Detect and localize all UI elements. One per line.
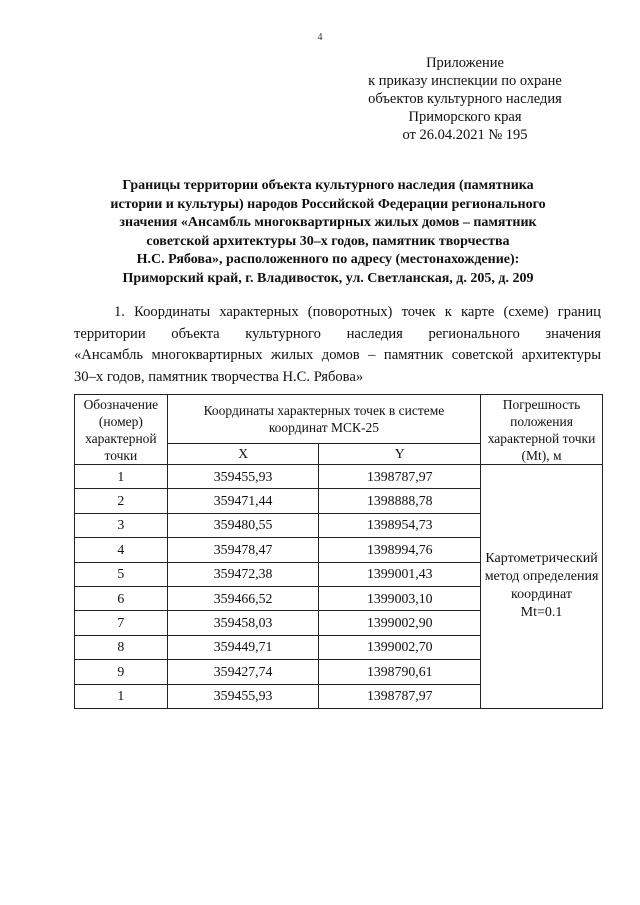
method-text: координат bbox=[511, 587, 573, 603]
header-text: положения bbox=[510, 413, 573, 429]
appendix-line: объектов культурного наследия bbox=[368, 91, 562, 107]
paragraph-line: 30–х годов, памятник творчества Н.С. Рябова» bbox=[74, 368, 364, 385]
coord-x: 359471,44 bbox=[167, 489, 319, 513]
method-text: Mt=0.1 bbox=[520, 605, 563, 621]
document-title bbox=[88, 177, 568, 289]
title-line: Н.С. Рябова», расположенного по адресу (местонахождение): bbox=[136, 252, 520, 268]
point-number: 9 bbox=[75, 660, 168, 684]
header-text: (Mt), м bbox=[521, 447, 562, 463]
appendix-line: Приложение bbox=[426, 55, 504, 71]
appendix-line: к приказу инспекции по охране bbox=[368, 73, 562, 89]
point-number: 5 bbox=[75, 562, 168, 586]
header-text: характерной точки bbox=[487, 430, 596, 446]
coord-x: 359458,03 bbox=[167, 611, 319, 635]
intro-paragraph bbox=[74, 302, 601, 388]
page-number: 4 bbox=[317, 32, 323, 43]
paragraph-line: территории объекта культурного наследия регионального значения bbox=[74, 325, 601, 342]
coord-y: 1399003,10 bbox=[319, 586, 481, 610]
title-line: советской архитектуры 30–х годов, памятник творчества bbox=[146, 233, 510, 249]
coord-y: 1398787,97 bbox=[319, 465, 481, 489]
coordinates-table bbox=[74, 394, 603, 709]
coord-x: 359449,71 bbox=[167, 635, 319, 659]
header-text: точки bbox=[104, 447, 138, 463]
point-number: 1 bbox=[75, 465, 168, 489]
table-header-row bbox=[75, 395, 603, 444]
header-error bbox=[481, 395, 603, 465]
header-text: характерной bbox=[85, 430, 157, 446]
point-number: 7 bbox=[75, 611, 168, 635]
coord-y: 1399001,43 bbox=[319, 562, 481, 586]
title-line: Приморский край, г. Владивосток, ул. Светланская, д. 205, д. 209 bbox=[122, 270, 534, 286]
coord-y: 1399002,90 bbox=[319, 611, 481, 635]
coord-y: 1398790,61 bbox=[319, 660, 481, 684]
header-text: (номер) bbox=[98, 413, 143, 429]
point-number: 4 bbox=[75, 538, 168, 562]
title-line: значения «Ансамбль многоквартирных жилых домов – памятник bbox=[119, 215, 537, 231]
coord-y: 1398888,78 bbox=[319, 489, 481, 513]
point-number: 8 bbox=[75, 635, 168, 659]
method-text: Картометрический bbox=[485, 551, 598, 567]
header-x: X bbox=[167, 444, 319, 465]
header-text: координат МСК-25 bbox=[268, 420, 380, 435]
header-point-number bbox=[75, 395, 168, 465]
coord-y: 1398954,73 bbox=[319, 513, 481, 537]
coord-x: 359455,93 bbox=[167, 465, 319, 489]
coord-y: 1398994,76 bbox=[319, 538, 481, 562]
title-line: истории и культуры) народов Российской Федерации регионального bbox=[110, 196, 546, 212]
appendix-line: Приморского края bbox=[408, 109, 522, 125]
point-number: 6 bbox=[75, 586, 168, 610]
coord-x: 359466,52 bbox=[167, 586, 319, 610]
table-row bbox=[75, 465, 603, 489]
appendix-header bbox=[340, 54, 590, 144]
coord-y: 1399002,70 bbox=[319, 635, 481, 659]
method-cell bbox=[481, 465, 603, 709]
appendix-date-line: от 26.04.2021 № 195 bbox=[402, 127, 528, 143]
point-number: 3 bbox=[75, 513, 168, 537]
paragraph-line: 1. Координаты характерных (поворотных) точек к карте (схеме) границ bbox=[114, 304, 601, 320]
coord-y: 1398787,97 bbox=[319, 684, 481, 708]
title-line: Границы территории объекта культурного наследия (памятника bbox=[122, 178, 534, 193]
header-coordinates bbox=[167, 395, 480, 444]
coord-x: 359427,74 bbox=[167, 660, 319, 684]
coord-x: 359472,38 bbox=[167, 562, 319, 586]
method-text: метод определения bbox=[484, 569, 599, 585]
header-text: Обозначение bbox=[83, 396, 159, 412]
header-text: Координаты характерных точек в системе bbox=[203, 403, 445, 418]
coord-x: 359455,93 bbox=[167, 684, 319, 708]
paragraph-line: «Ансамбль многоквартирных жилых домов – памятник советской архитектуры bbox=[74, 347, 601, 363]
coord-x: 359478,47 bbox=[167, 538, 319, 562]
point-number: 2 bbox=[75, 489, 168, 513]
header-y: Y bbox=[319, 444, 481, 465]
point-number: 1 bbox=[75, 684, 168, 708]
coord-x: 359480,55 bbox=[167, 513, 319, 537]
header-text: Погрешность bbox=[502, 396, 581, 412]
